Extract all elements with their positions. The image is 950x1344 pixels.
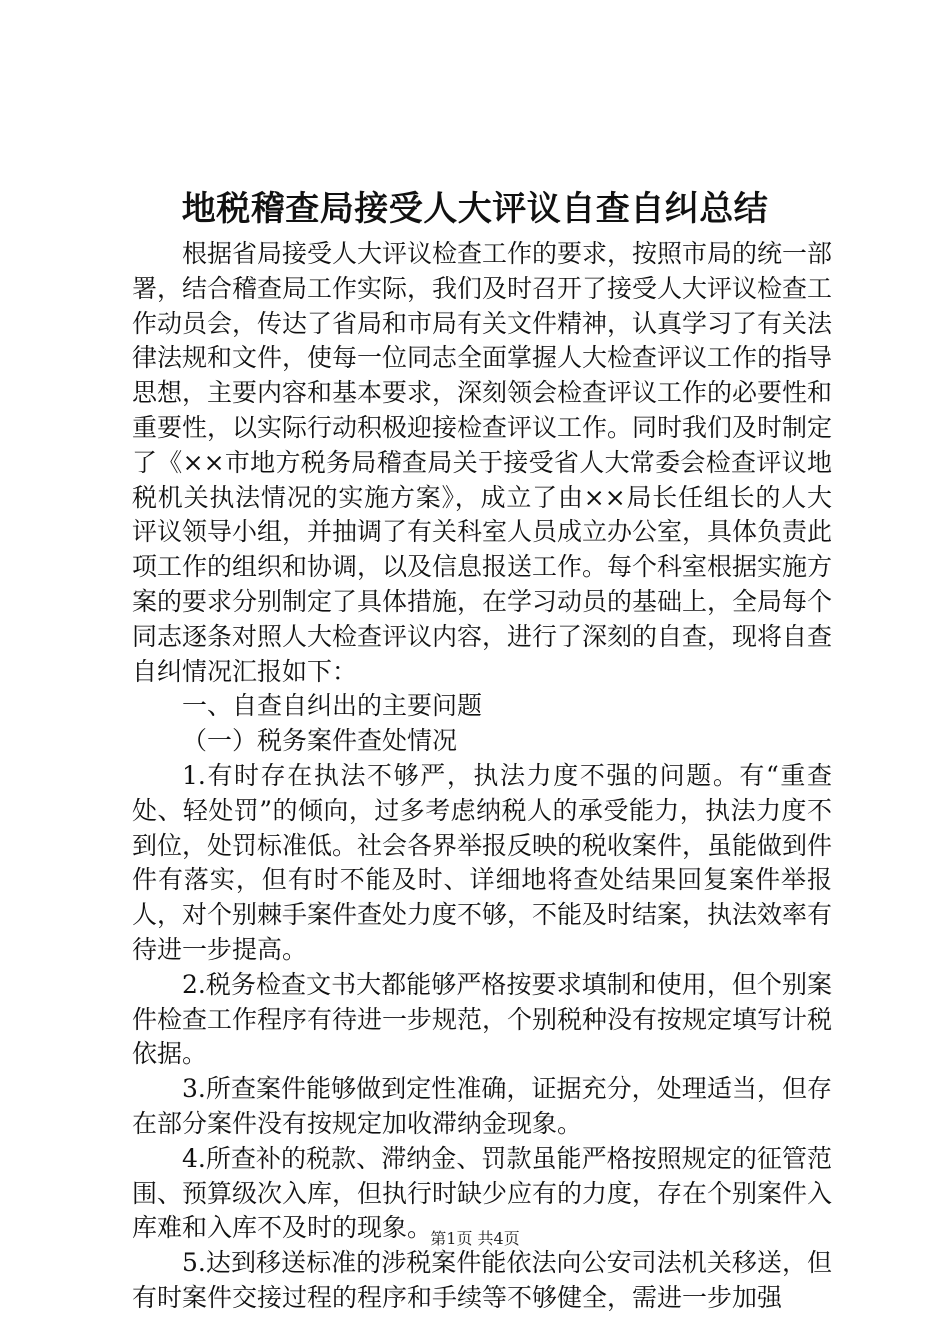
item-paragraph-2: 2.税务检查文书大都能够严格按要求填制和使用，但个别案件检查工作程序有待进一步规范，个别税种没有按规定填写计税依据。	[132, 969, 833, 1069]
page-number-footer: 第1页 共4页	[430, 1229, 520, 1248]
section-heading-1: 一、自查自纠出的主要问题	[182, 691, 483, 721]
item-paragraph-4: 4.所查补的税款、滞纳金、罚款虽能严格按照规定的征管范围、预算级次入库，但执行时缺少应有的力度，存在个别案件入库难和入库不及时的现象。	[132, 1143, 833, 1243]
intro-paragraph: 根据省局接受人大评议检查工作的要求，按照市局的统一部署，结合稽查局工作实际，我们及时召开了接受人大评议检查工作动员会，传达了省局和市局有关文件精神，认真学习了有关法律法规和文件，使每一位同志全面掌握人大检查评议工作的指导思想，主要内容和基本要求，深刻领会检查评议工作的必要性和重要性，以实际行动积极迎接检查评议工作。同时我们及时制定了《××市地方税务局稽查局关于接受省人大常委会检查评议地税机关执法情况的实施方案》，成立了由××局长任组长的人大评议领导小组，并抽调了有关科室人员成立办公室，具体负责此项工作的组织和协调，以及信息报送工作。每个科室根据实施方案的要求分别制定了具体措施，在学习动员的基础上，全局每个同志逐条对照人大检查评议内容，进行了深刻的自查，现将自查自纠情况汇报如下：	[132, 239, 833, 686]
document-title: 地税稽查局接受人大评议自查自纠总结	[181, 189, 769, 229]
subsection-heading-1: （一）税务案件查处情况	[182, 726, 458, 756]
item-paragraph-5: 5.达到移送标准的涉税案件能依法向公安司法机关移送，但有时案件交接过程的程序和手续等不够健全，需进一步加强	[132, 1248, 832, 1312]
item-paragraph-3: 3.所查案件能够做到定性准确，证据充分，处理适当，但存在部分案件没有按规定加收滞纳金现象。	[132, 1074, 832, 1138]
document-body	[132, 237, 832, 1316]
item-paragraph-1: 1.有时存在执法不够严，执法力度不强的问题。有“重查处、轻处罚”的倾向，过多考虑纳税人的承受能力，执法力度不到位，处罚标准低。社会各界举报反映的税收案件，虽能做到件件有落实，但有时不能及时、详细地将查处结果回复案件举报人，对个别棘手案件查处力度不够，不能及时结案，执法效率有待进一步提高。	[132, 760, 833, 964]
